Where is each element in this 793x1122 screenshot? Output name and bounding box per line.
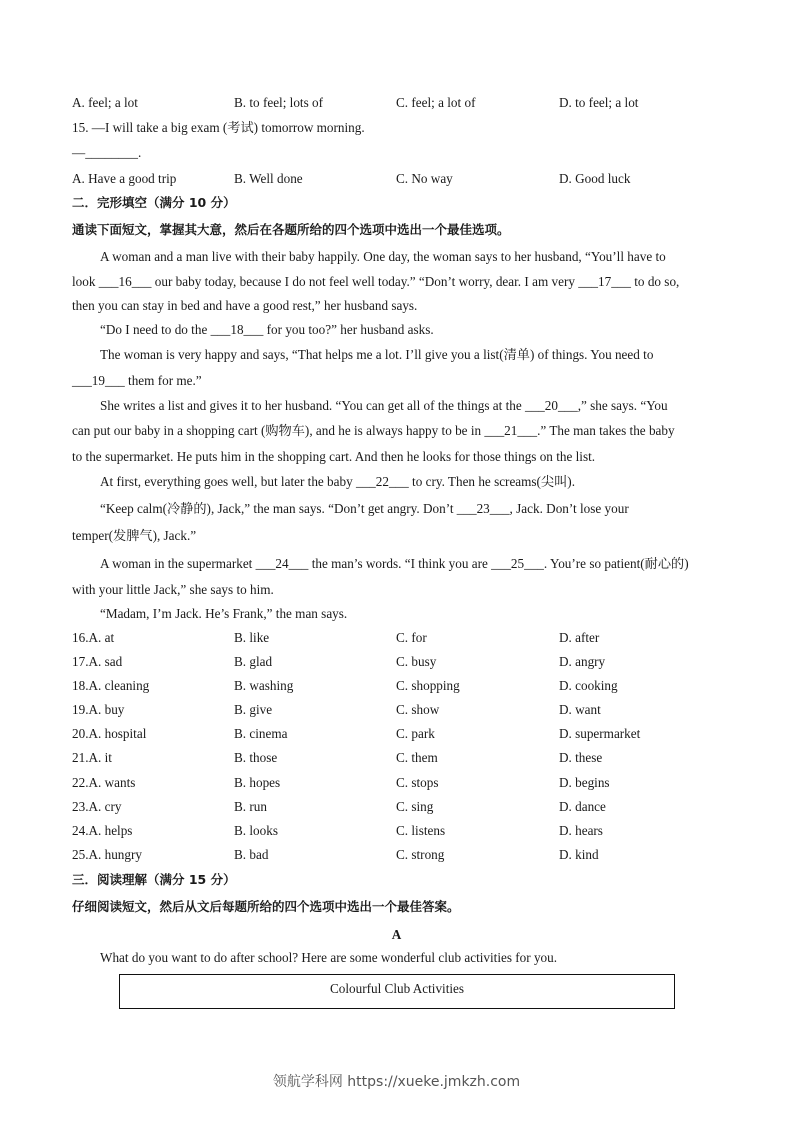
option-a: 16.A. at (72, 630, 115, 645)
option-b: B. those (234, 750, 278, 765)
option-a: 22.A. wants (72, 775, 136, 790)
cloze-options-row (72, 678, 752, 694)
option-d: D. these (559, 750, 603, 765)
passage-line: She writes a list and gives it to her husband. “You can get all of the things at the ___20___,” she says. “You (100, 398, 668, 413)
option-c: C. show (396, 702, 440, 717)
option-c: C. park (396, 726, 435, 741)
table-title: Colourful Club Activities (329, 981, 465, 996)
option-b: B. hopes (234, 775, 281, 790)
option-c: C. feel; a lot of (396, 95, 476, 110)
q15-stem: 15. —I will take a big exam (考试) tomorrow morning. (72, 120, 365, 135)
table-title-box (119, 974, 675, 1009)
option-c: C. stops (396, 775, 439, 790)
option-d: D. to feel; a lot (559, 95, 639, 110)
option-d: D. dance (559, 799, 606, 814)
option-a: 17.A. sad (72, 654, 123, 669)
q15-options (72, 171, 752, 187)
cloze-options-row (72, 799, 752, 815)
option-a: 25.A. hungry (72, 847, 142, 862)
option-a: 23.A. cry (72, 799, 122, 814)
option-d: D. kind (559, 847, 599, 862)
option-a: 21.A. it (72, 750, 112, 765)
section2-title: 二．完形填空（满分 10 分） (72, 195, 236, 210)
option-b: B. bad (234, 847, 269, 862)
option-d: D. cooking (559, 678, 618, 693)
option-d: D. hears (559, 823, 603, 838)
option-b: B. run (234, 799, 267, 814)
option-c: C. them (396, 750, 438, 765)
passage-line: temper(发脾气), Jack.” (72, 528, 197, 543)
section3-instruction: 仔细阅读短文，然后从文后每题所给的四个选项中选出一个最佳答案。 (72, 899, 460, 914)
option-a: 19.A. buy (72, 702, 125, 717)
passage-line: “Madam, I’m Jack. He’s Frank,” the man says. (100, 606, 348, 621)
option-d: D. supermarket (559, 726, 641, 741)
option-d: D. Good luck (559, 171, 631, 186)
option-b: B. washing (234, 678, 294, 693)
option-a: 18.A. cleaning (72, 678, 150, 693)
option-c: C. strong (396, 847, 445, 862)
cloze-options-row (72, 630, 752, 646)
option-b: B. Well done (234, 171, 303, 186)
passage-intro: What do you want to do after school? Here are some wonderful club activities for you. (100, 950, 558, 965)
cloze-options-row (72, 750, 752, 766)
q15-answer-line: —________. (72, 145, 142, 160)
passage-line: “Do I need to do the ___18___ for you too?” her husband asks. (100, 322, 434, 337)
passage-line: then you can stay in bed and have a good rest,” her husband says. (72, 298, 418, 313)
cloze-options-row (72, 654, 752, 670)
section2-instruction: 通读下面短文，掌握其大意，然后在各题所给的四个选项中选出一个最佳选项。 (72, 222, 510, 237)
cloze-options-row (72, 823, 752, 839)
cloze-options-row (72, 726, 752, 742)
q14-options (72, 95, 752, 111)
footer-watermark: 领航学科网 https://xueke.jmkzh.com (272, 1074, 521, 1090)
option-a: 20.A. hospital (72, 726, 147, 741)
passage-line: with your little Jack,” she says to him. (72, 582, 274, 597)
passage-line: A woman in the supermarket ___24___ the man’s words. “I think you are ___25___. You’re so patient(耐心的) (100, 556, 689, 571)
option-c: C. No way (396, 171, 453, 186)
option-b: B. cinema (234, 726, 288, 741)
option-c: C. busy (396, 654, 437, 669)
option-d: D. want (559, 702, 601, 717)
option-b: B. give (234, 702, 273, 717)
option-b: B. looks (234, 823, 278, 838)
option-a: A. Have a good trip (72, 171, 177, 186)
section3-title: 三．阅读理解（满分 15 分） (72, 872, 236, 887)
passage-line: ___19___ them for me.” (72, 373, 202, 388)
passage-line: A woman and a man live with their baby happily. One day, the woman says to her husband, “You’ll have to (100, 249, 666, 264)
cloze-options-row (72, 702, 752, 718)
option-c: C. sing (396, 799, 434, 814)
option-d: D. after (559, 630, 600, 645)
passage-label: A (391, 927, 402, 942)
option-c: C. listens (396, 823, 446, 838)
passage-line: look ___16___ our baby today, because I do not feel well today.” “Don’t worry, dear. I am very ___17___ to do so, (72, 274, 680, 289)
option-c: C. shopping (396, 678, 460, 693)
passage-line: to the supermarket. He puts him in the shopping cart. And then he looks for those things on the list. (72, 449, 596, 464)
option-c: C. for (396, 630, 427, 645)
option-a: A. feel; a lot (72, 95, 138, 110)
option-b: B. glad (234, 654, 273, 669)
option-d: D. begins (559, 775, 610, 790)
passage-line: At first, everything goes well, but later the baby ___22___ to cry. Then he screams(尖叫). (100, 474, 575, 489)
passage-line: The woman is very happy and says, “That helps me a lot. I’ll give you a list(清单) of things. You need to (100, 347, 654, 362)
passage-line: “Keep calm(冷静的), Jack,” the man says. “Don’t get angry. Don’t ___23___, Jack. Don’t lose your (100, 501, 629, 516)
cloze-options-row (72, 847, 752, 863)
option-a: 24.A. helps (72, 823, 133, 838)
cloze-options-row (72, 775, 752, 791)
option-b: B. to feel; lots of (234, 95, 324, 110)
option-b: B. like (234, 630, 270, 645)
passage-line: can put our baby in a shopping cart (购物车), and he is always happy to be in ___21___.” The man takes the baby (72, 423, 675, 438)
option-d: D. angry (559, 654, 606, 669)
